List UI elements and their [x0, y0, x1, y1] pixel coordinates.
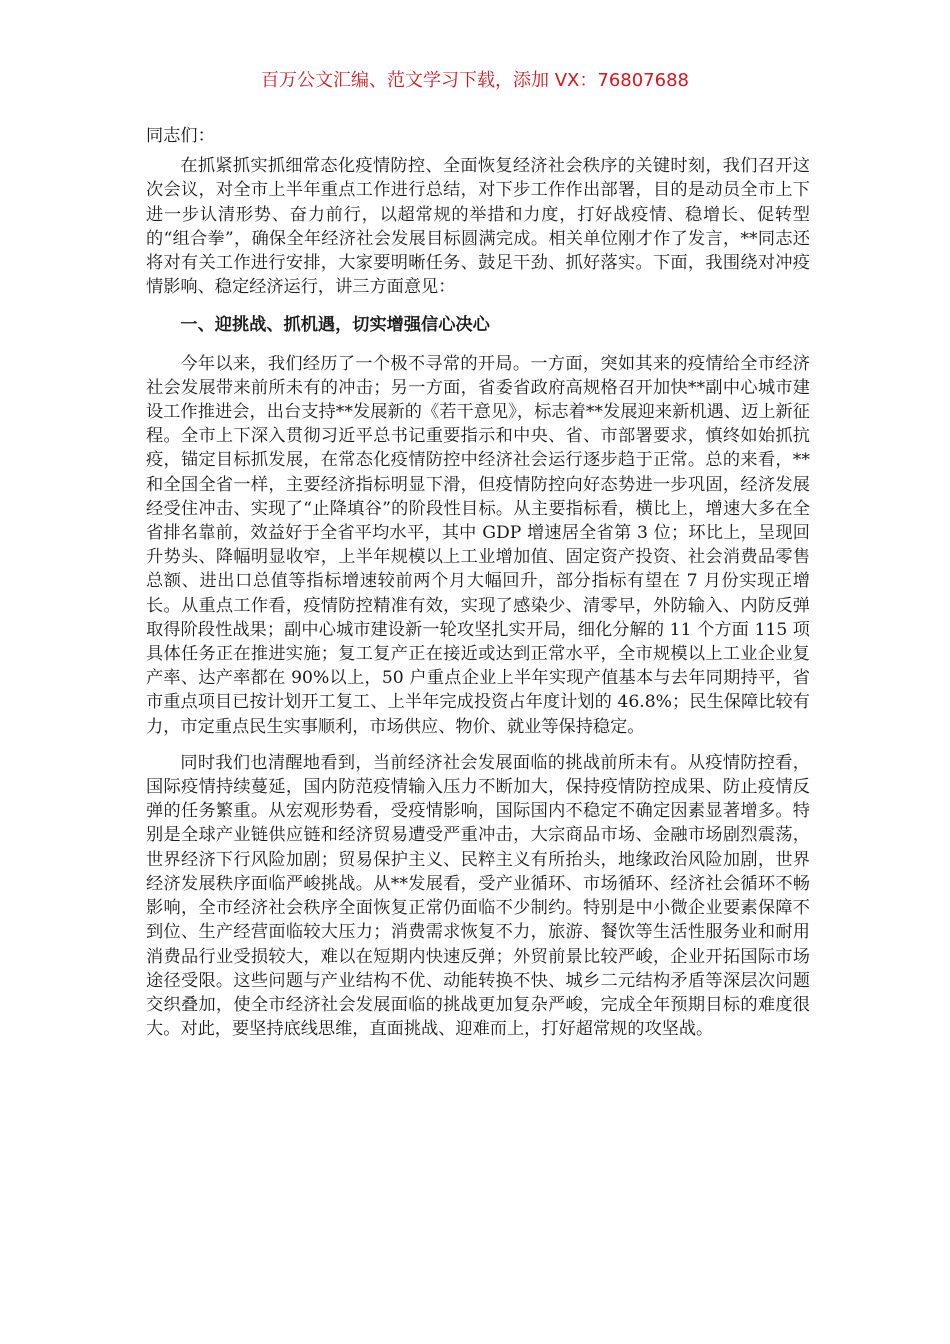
- document-body: [146, 124, 810, 1041]
- body-paragraph: 同时我们也清醒地看到，当前经济社会发展面临的挑战前所未有。从疫情防控看，国际疫情持续蔓延，国内防范疫情输入压力不断加大，保持疫情防控成果、防止疫情反弹的任务繁重。从宏观形势看，受疫情影响，国际国内不稳定不确定因素显著增多。特别是全球产业链供应链和经济贸易遭受严重冲击，大宗商品市场、金融市场剧烈震荡，世界经济下行风险加剧；贸易保护主义、民粹主义有所抬头，地缘政治风险加剧，世界经济发展秩序面临严峻挑战。从**发展看，受产业循环、市场循环、经济社会循环不畅影响，全市经济社会秩序全面恢复正常仍面临不少制约。特别是中小微企业要素保障不到位、生产经营面临较大压力；消费需求恢复不力，旅游、餐饮等生活性服务业和耐用消费品行业受损较大，难以在短期内快速反弹；外贸前景比较严峻，企业开拓国际市场途径受限。这些问题与产业结构不优、动能转换不快、城乡二元结构矛盾等深层次问题交织叠加，使全市经济社会发展面临的挑战更加复杂严峻，完成全年预期目标的难度很大。对此，要坚持底线思维，直面挑战、迎难而上，打好超常规的攻坚战。: [146, 752, 810, 1040]
- salutation: 同志们：: [146, 126, 215, 146]
- body-paragraph: 今年以来，我们经历了一个极不寻常的开局。一方面，突如其来的疫情给全市经济社会发展带来前所未有的冲击；另一方面，省委省政府高规格召开加快**副中心城市建设工作推进会，出台支持**发展新的《若干意见》，标志着**发展迎来新机遇、迈上新征程。全市上下深入贯彻习近平总书记重要指示和中央、省、市部署要求，慎终如始抓抗疫，锚定目标抓发展，在常态化疫情防控中经济社会运行逐步趋于正常。总的来看，**和全国全省一样，主要经济指标明显下滑，但疫情防控向好态势进一步巩固，经济发展经受住冲击、实现了“止降填谷”的阶段性目标。从主要指标看，横比上，增速大多在全省排名靠前，效益好于全省平均水平，其中 GDP 增速居全省第 3 位；环比上，呈现回升势头、降幅明显收窄，上半年规模以上工业增加值、固定资产投资、社会消费品零售总额、进出口总值等指标增速较前两个月大幅回升，部分指标有望在 7 月份实现正增长。从重点工作看，疫情防控精准有效，实现了感染少、清零早，外防输入、内防反弹取得阶段性战果；副中心城市建设新一轮攻坚扎实开局，细化分解的 11 个方面 115 项具体任务正在推进实施；复工复产正在接近或达到正常水平，全市规模以上工业企业复产率、达产率都在 90%以上，50 户重点企业上半年实现产值基本与去年同期持平，省市重点项目已按计划开工复工、上半年完成投资占年度计划的 46.8%；民生保障比较有力，市定重点民生实事顺利，市场供应、物价、就业等保持稳定。: [146, 353, 810, 737]
- intro-paragraph: 在抓紧抓实抓细常态化疫情防控、全面恢复经济社会秩序的关键时刻，我们召开这次会议，对全市上半年重点工作进行总结，对下步工作作出部署，目的是动员全市上下进一步认清形势、奋力前行，以超常规的举措和力度，打好战疫情、稳增长、促转型的“组合拳”，确保全年经济社会发展目标圆满完成。相关单位刚才作了发言，**同志还将对有关工作进行安排，大家要明晰任务、鼓足干劲、抓好落实。下面，我围绕对冲疫情影响、稳定经济运行，讲三方面意见：: [146, 156, 810, 298]
- download-banner: 百万公文汇编、范文学习下载，添加 VX：76807688: [261, 70, 689, 91]
- section-heading: 一、迎挑战、抓机遇，切实增强信心决心: [180, 315, 490, 336]
